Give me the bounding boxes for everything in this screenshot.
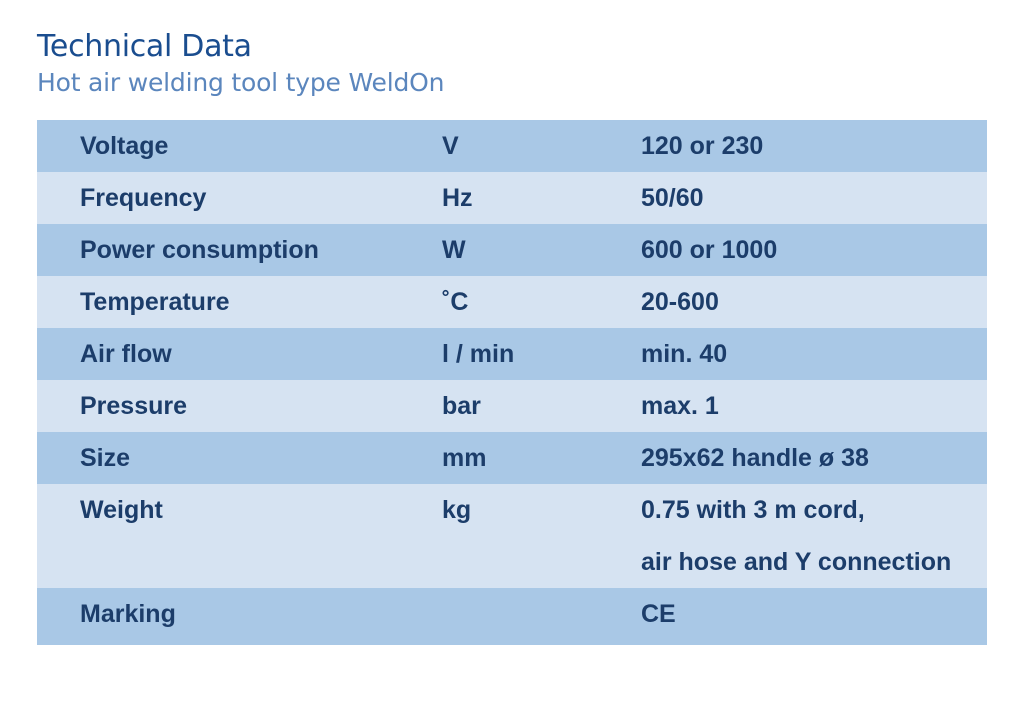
header (37, 28, 444, 100)
row-value (641, 484, 987, 588)
row-label: Size (80, 444, 131, 472)
page-title: Technical Data (37, 29, 252, 64)
row-unit: W (442, 236, 466, 264)
row-value-line-1: 0.75 with 3 m cord, (641, 496, 865, 524)
row-value: CE (641, 600, 676, 628)
table-row-temperature (37, 276, 987, 328)
row-unit: kg (442, 496, 472, 524)
row-value: 295x62 handle ø 38 (641, 444, 869, 472)
table-row-weight (37, 484, 987, 588)
row-label: Weight (80, 496, 163, 524)
row-unit: mm (442, 444, 487, 472)
table-row-size (37, 432, 987, 484)
row-value-line-2: air hose and Y connection (641, 548, 952, 576)
table-row-marking (37, 588, 987, 645)
page-subtitle: Hot air welding tool type WeldOn (37, 68, 445, 97)
row-unit: Hz (442, 184, 473, 212)
row-label: Pressure (80, 392, 188, 420)
row-value: max. 1 (641, 392, 719, 420)
row-value: 20-600 (641, 288, 719, 316)
row-value: 600 or 1000 (641, 236, 778, 264)
row-label: Frequency (80, 184, 207, 212)
row-value: min. 40 (641, 340, 728, 368)
row-unit: V (442, 132, 459, 160)
table-row-air-flow (37, 328, 987, 380)
table-row-frequency (37, 172, 987, 224)
row-unit: bar (442, 392, 481, 420)
row-label: Marking (80, 600, 176, 628)
table-row-power-consumption (37, 224, 987, 276)
row-unit: l / min (442, 340, 515, 368)
spec-table (37, 120, 987, 645)
table-row-voltage (37, 120, 987, 172)
row-label: Temperature (80, 288, 230, 316)
table-row-pressure (37, 380, 987, 432)
row-unit: ˚C (442, 288, 469, 316)
row-value: 50/60 (641, 184, 704, 212)
row-label: Power consumption (80, 236, 319, 264)
row-value: 120 or 230 (641, 132, 764, 160)
row-label: Voltage (80, 132, 169, 160)
row-label: Air flow (80, 340, 172, 368)
